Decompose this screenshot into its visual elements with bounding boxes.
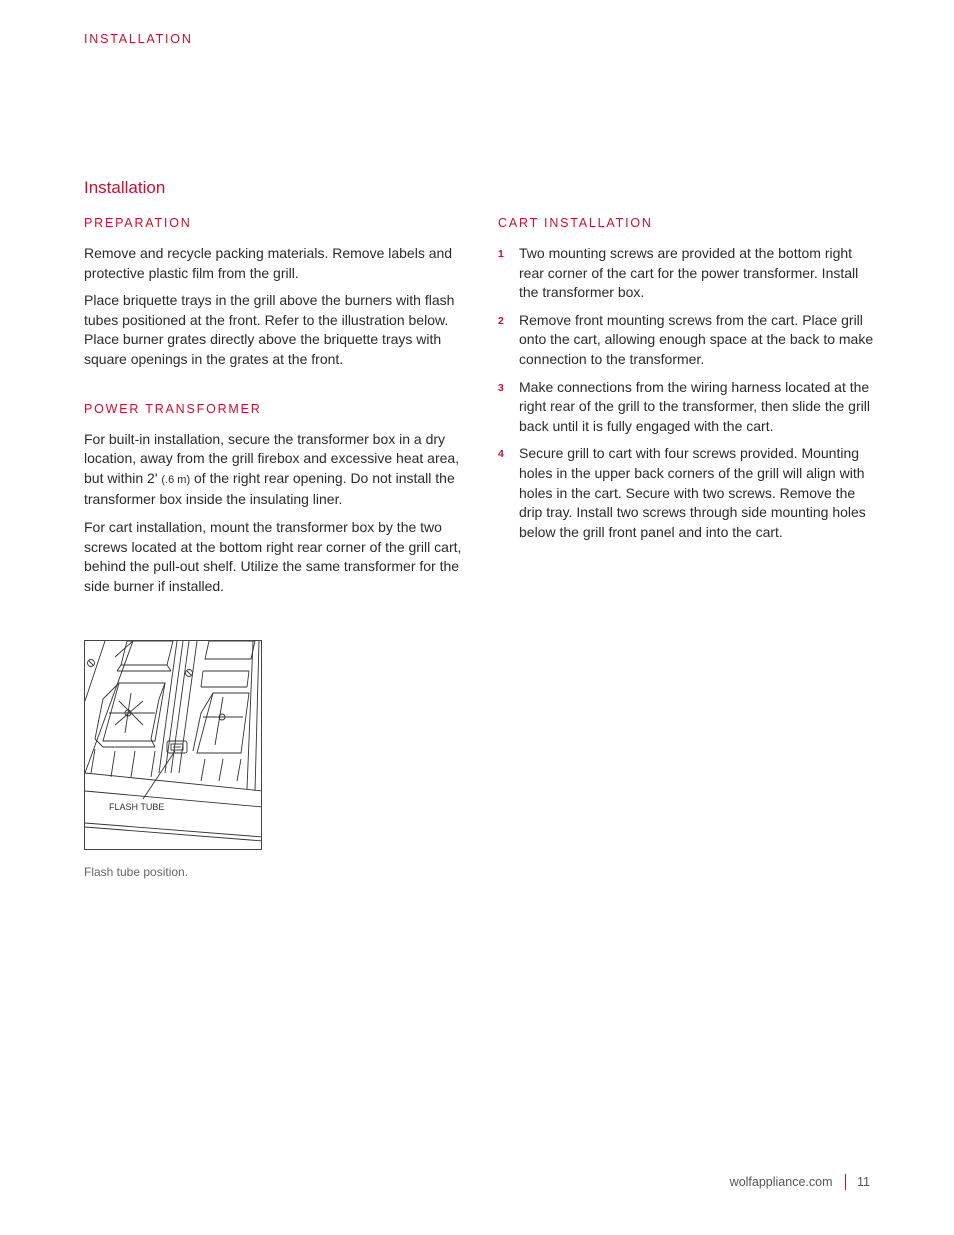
step-item — [498, 444, 878, 542]
step-text: Make connections from the wiring harness located at the right rear of the grill to the transformer, then slide the grill back until it is fully engaged with the cart. — [519, 378, 870, 434]
step-text: Secure grill to cart with four screws provided. Mounting holes in the upper back corners of the grill will align with holes in the cart. Secure with two screws. Remove the drip tray. Install two screws through side mounting holes below the grill front panel and into the cart. — [519, 445, 866, 540]
step-number: 2 — [498, 314, 504, 327]
flash-tube-illustration — [84, 640, 262, 850]
step-item — [498, 311, 878, 370]
step-text: Remove front mounting screws from the cart. Place grill onto the cart, allowing enough space at the back to make connection to the transformer. — [519, 311, 874, 367]
power-transformer-paragraph: For cart installation, mount the transformer box by the two screws located at the bottom right rear corner of the grill cart, behind the pull-out shelf. Utilize the same transformer for the side burner if installed. — [84, 518, 462, 594]
section-header: INSTALLATION — [84, 32, 193, 46]
step-number: 3 — [498, 381, 504, 394]
power-transformer-paragraph — [84, 430, 464, 510]
grill-line-drawing — [85, 641, 262, 850]
metric-distance: (.6 m) — [161, 473, 191, 486]
step-item — [498, 244, 878, 303]
footer-website: wolfappliance.com — [729, 1175, 833, 1189]
footer-divider — [845, 1174, 847, 1190]
step-text: Two mounting screws are provided at the bottom right rear corner of the cart for the power transformer. Install the transformer box. — [519, 245, 859, 301]
figure-caption: Flash tube position. — [84, 865, 189, 879]
cart-installation-heading: CART INSTALLATION — [498, 216, 653, 230]
right-column — [498, 216, 878, 550]
page-number: 11 — [857, 1175, 870, 1189]
step-item — [498, 378, 878, 437]
preparation-paragraph: Place briquette trays in the grill above the burners with flash tubes positioned at the front. Refer to the illustration below. Place burner grates directly above the briquette trays with square openings in the grates at the front. — [84, 292, 455, 367]
flash-tube-callout-label: FLASH TUBE — [109, 802, 165, 812]
preparation-paragraph: Remove and recycle packing materials. Remove labels and protective plastic film from the grill. — [84, 245, 453, 281]
cart-installation-steps — [498, 244, 878, 542]
page-title: Installation — [84, 178, 166, 197]
left-column — [84, 216, 464, 604]
power-transformer-heading: POWER TRANSFORMER — [84, 401, 262, 416]
power-transformer-text: of the right rear opening. Do not install the transformer box inside the insulating liner. — [84, 469, 455, 508]
step-number: 4 — [498, 448, 504, 461]
power-transformer-text: For built-in installation, secure the transformer box in a dry location, away from the grill firebox and excessive heat area, but within 2' — [84, 430, 460, 486]
page-footer — [730, 1174, 870, 1190]
step-number: 1 — [498, 248, 504, 260]
preparation-heading: PREPARATION — [84, 216, 192, 230]
